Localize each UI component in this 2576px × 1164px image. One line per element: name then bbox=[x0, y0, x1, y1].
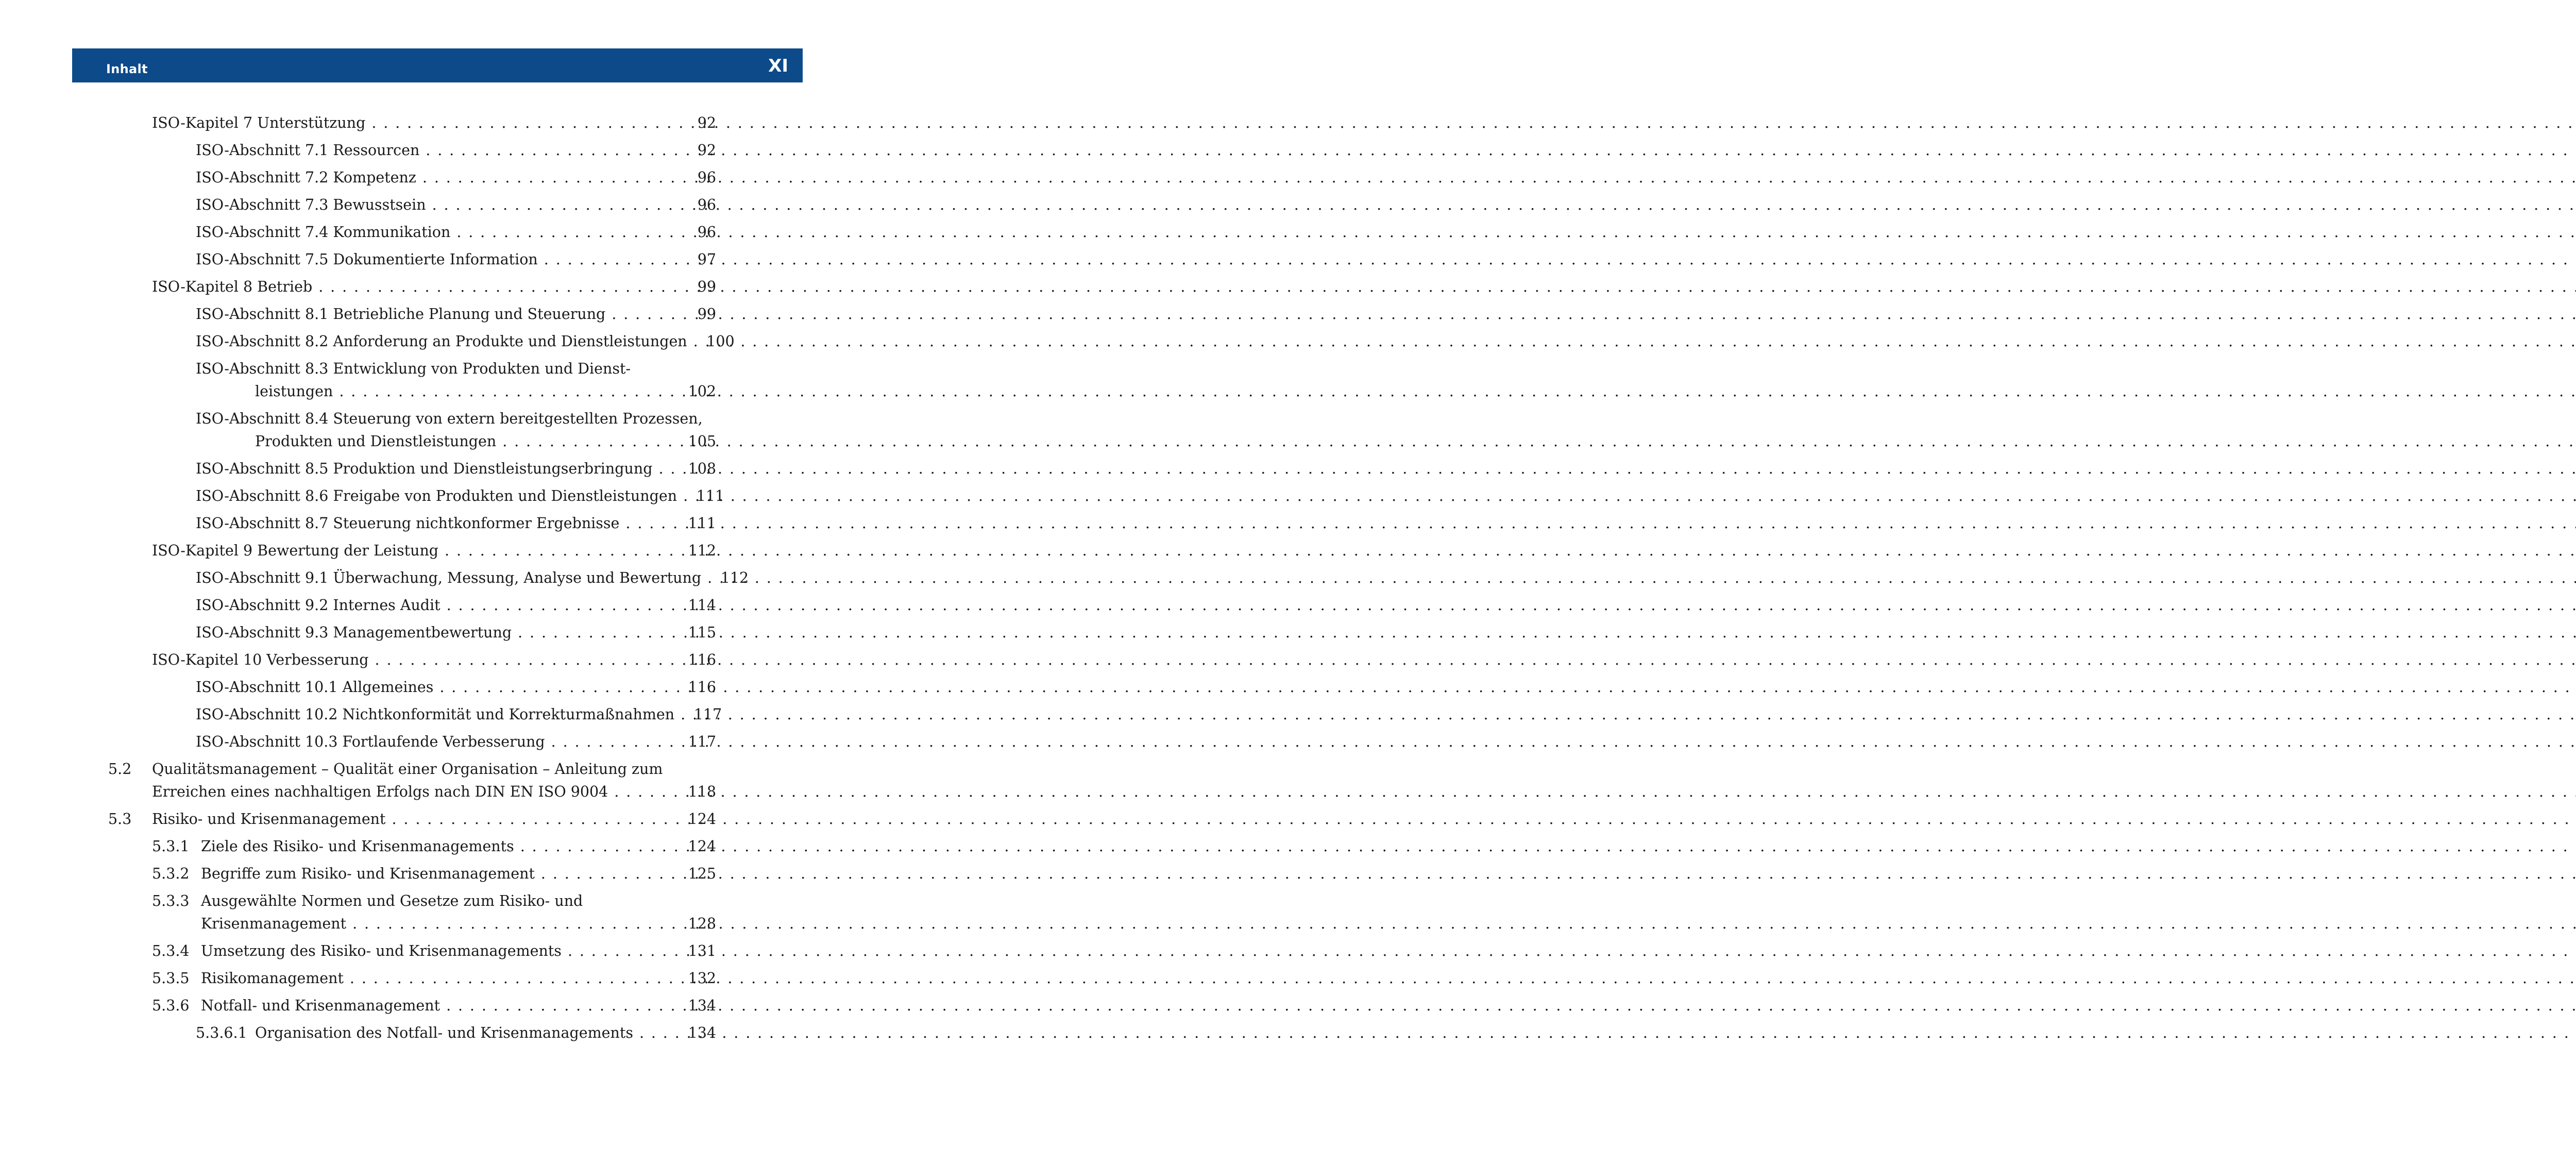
dot-leader bbox=[502, 431, 682, 452]
toc-entry[interactable] bbox=[196, 222, 716, 243]
toc-entry-page-number: 99 bbox=[697, 306, 716, 323]
toc-entry-title: ISO-Kapitel 9 Bewertung der Leistung bbox=[152, 542, 439, 559]
dot-leader bbox=[693, 331, 701, 352]
toc-entry-title: ISO-Abschnitt 10.2 Nichtkonformität und Korrekturmaßnahmen bbox=[196, 706, 675, 723]
toc-entry-title: Erreichen eines nachhaltigen Erfolgs nach DIN EN ISO 9004 bbox=[152, 783, 608, 800]
toc-entry-number: 5.3.5 bbox=[152, 970, 190, 987]
toc-entry-number: 5.3.2 bbox=[152, 865, 190, 882]
toc-entry[interactable] bbox=[196, 303, 716, 325]
toc-entry-title: ISO-Abschnitt 8.6 Freigabe von Produkten und Dienstleistungen bbox=[196, 487, 677, 504]
toc-entry-page-number: 100 bbox=[706, 333, 735, 350]
toc-entry-page-number: 128 bbox=[688, 915, 716, 932]
toc-entry[interactable] bbox=[255, 431, 716, 452]
toc-entry-title: Risiko- und Krisenmanagement bbox=[152, 811, 386, 828]
toc-entry[interactable] bbox=[196, 731, 716, 753]
toc-entry-page-number: 92 bbox=[697, 142, 716, 159]
toc-entry-title: Umsetzung des Risiko- und Krisenmanagements bbox=[201, 942, 562, 959]
toc-entry[interactable] bbox=[201, 995, 716, 1017]
dot-leader bbox=[541, 863, 682, 885]
toc-entry[interactable] bbox=[152, 112, 716, 134]
toc-entry-title: ISO-Kapitel 8 Betrieb bbox=[152, 278, 313, 295]
toc-entry-title: ISO-Abschnitt 8.2 Anforderung an Produkte und Dienstleistungen bbox=[196, 333, 687, 350]
toc-entry-page-number: 96 bbox=[697, 169, 716, 186]
toc-entry-page-number: 132 bbox=[688, 970, 716, 987]
toc-entry-page-number: 99 bbox=[697, 278, 716, 295]
toc-entry[interactable] bbox=[196, 194, 716, 216]
toc-entry[interactable] bbox=[196, 595, 716, 616]
toc-entry-page-number: 115 bbox=[688, 624, 716, 641]
toc-entry-number: 5.3.4 bbox=[152, 942, 190, 959]
dot-leader bbox=[544, 249, 682, 271]
header-page-number: XI bbox=[768, 56, 788, 76]
toc-entry-page-number: 111 bbox=[696, 487, 725, 504]
toc-entry-page-number: 114 bbox=[688, 597, 716, 614]
toc-entry-title-first-line: Ausgewählte Normen und Gesetze zum Risiko- und bbox=[201, 892, 583, 909]
toc-entry[interactable] bbox=[196, 567, 749, 589]
toc-entry-title: ISO-Abschnitt 10.1 Allgemeines bbox=[196, 679, 434, 696]
toc-entry-page-number: 117 bbox=[693, 706, 722, 723]
toc-entry-page-number: 105 bbox=[688, 433, 716, 450]
toc-entry-page-number: 112 bbox=[720, 569, 749, 586]
toc-entry[interactable] bbox=[152, 540, 716, 562]
dot-leader bbox=[375, 649, 682, 671]
toc-entry-page-number: 111 bbox=[688, 515, 716, 532]
toc-entry-page-number: 124 bbox=[688, 811, 716, 828]
toc-entry-title-first-line: ISO-Abschnitt 8.4 Steuerung von extern bereitgestellten Prozessen, bbox=[196, 410, 703, 427]
toc-entry-number: 5.3 bbox=[108, 811, 132, 828]
toc-entry-title: ISO-Abschnitt 7.1 Ressourcen bbox=[196, 142, 420, 159]
dot-leader bbox=[439, 677, 682, 698]
toc-entry[interactable] bbox=[201, 968, 716, 989]
toc-entry-title: Begriffe zum Risiko- und Krisenmanagement bbox=[201, 865, 535, 882]
toc-entry-title: ISO-Abschnitt 7.3 Bewusstsein bbox=[196, 196, 426, 213]
dot-leader bbox=[625, 513, 682, 534]
toc-entry[interactable] bbox=[152, 276, 716, 298]
dot-leader bbox=[568, 940, 682, 962]
toc-entry-title: ISO-Kapitel 7 Unterstützung bbox=[152, 114, 366, 131]
toc-entry-title: Organisation des Notfall- und Krisenmanagements bbox=[255, 1024, 633, 1041]
toc-entry-page-number: 102 bbox=[688, 383, 716, 400]
toc-entry-title: Krisenmanagement bbox=[201, 915, 347, 932]
toc-entry-page-number: 134 bbox=[688, 1024, 716, 1041]
toc-entry-number: 5.3.6.1 bbox=[196, 1024, 247, 1041]
toc-entry[interactable] bbox=[196, 513, 716, 534]
toc-entry-title: ISO-Abschnitt 9.1 Überwachung, Messung, Analyse und Bewertung bbox=[196, 569, 702, 586]
header-section-title: Inhalt bbox=[106, 62, 148, 76]
toc-entry-title: leistungen bbox=[255, 383, 333, 400]
toc-entry-number: 5.3.1 bbox=[152, 838, 190, 855]
toc-entry[interactable] bbox=[196, 249, 716, 271]
toc-entry-title: ISO-Abschnitt 9.2 Internes Audit bbox=[196, 597, 440, 614]
toc-entry-title: ISO-Abschnitt 8.1 Betriebliche Planung und Steuerung bbox=[196, 306, 606, 323]
dot-leader bbox=[518, 622, 682, 644]
toc-entry-page-number: 96 bbox=[697, 196, 716, 213]
toc-entry[interactable] bbox=[152, 808, 716, 830]
toc-entry-title: ISO-Abschnitt 7.5 Dokumentierte Information bbox=[196, 251, 538, 268]
dot-leader bbox=[551, 731, 682, 753]
toc-entry[interactable] bbox=[196, 167, 716, 189]
toc-entry[interactable] bbox=[255, 381, 716, 402]
toc-entry[interactable] bbox=[201, 836, 716, 857]
dot-leader bbox=[639, 1022, 682, 1044]
toc-entry-title: Notfall- und Krisenmanagement bbox=[201, 997, 440, 1014]
toc-entry-title-first-line: Qualitätsmanagement – Qualität einer Organisation – Anleitung zum bbox=[152, 761, 663, 778]
toc-entry-page-number: 97 bbox=[697, 251, 716, 268]
dot-leader bbox=[446, 995, 682, 1017]
toc-entry-title: Risikomanagement bbox=[201, 970, 344, 987]
dot-leader bbox=[350, 968, 682, 989]
dot-leader bbox=[432, 194, 682, 216]
dot-leader bbox=[614, 781, 682, 803]
toc-entry[interactable] bbox=[196, 458, 716, 480]
toc-entry-page-number: 96 bbox=[697, 224, 716, 241]
toc-entry[interactable] bbox=[201, 913, 716, 935]
dot-leader bbox=[658, 458, 682, 480]
toc-entry[interactable] bbox=[196, 704, 722, 726]
toc-entry-title: ISO-Abschnitt 9.3 Managementbewertung bbox=[196, 624, 512, 641]
toc-entry-page-number: 116 bbox=[688, 679, 716, 696]
toc-entry-page-number: 116 bbox=[688, 651, 716, 668]
toc-entry[interactable] bbox=[255, 1022, 716, 1044]
toc-entry-page-number: 131 bbox=[688, 942, 716, 959]
toc-entry-number: 5.3.3 bbox=[152, 892, 190, 909]
toc-entry-title: ISO-Abschnitt 7.2 Kompetenz bbox=[196, 169, 416, 186]
toc-entry-page-number: 134 bbox=[688, 997, 716, 1014]
dot-leader bbox=[520, 836, 682, 857]
toc-entry[interactable] bbox=[196, 622, 716, 644]
dot-leader bbox=[426, 140, 682, 161]
running-header bbox=[72, 48, 803, 82]
toc-entry-page-number: 112 bbox=[688, 542, 716, 559]
toc-entry-title: ISO-Abschnitt 7.4 Kommunikation bbox=[196, 224, 451, 241]
dot-leader bbox=[339, 381, 682, 402]
toc-entry-title: ISO-Abschnitt 10.3 Fortlaufende Verbesserung bbox=[196, 733, 545, 750]
dot-leader bbox=[392, 808, 683, 830]
toc-entry[interactable] bbox=[201, 863, 716, 885]
toc-entry[interactable] bbox=[152, 649, 716, 671]
toc-entry-page-number: 108 bbox=[688, 460, 716, 477]
toc-entry[interactable] bbox=[196, 485, 725, 507]
toc-entry[interactable] bbox=[152, 781, 716, 803]
dot-leader bbox=[447, 595, 682, 616]
toc-entry-number: 5.3.6 bbox=[152, 997, 190, 1014]
dot-leader bbox=[318, 276, 682, 298]
toc-entry[interactable] bbox=[196, 331, 735, 352]
toc-entry-title: ISO-Kapitel 10 Verbesserung bbox=[152, 651, 369, 668]
toc-entry-title-first-line: ISO-Abschnitt 8.3 Entwicklung von Produkten und Dienst- bbox=[196, 360, 631, 377]
dot-leader bbox=[707, 567, 715, 589]
dot-leader bbox=[422, 167, 682, 189]
toc-entry-title: ISO-Abschnitt 8.5 Produktion und Dienstleistungserbringung bbox=[196, 460, 653, 477]
dot-leader bbox=[371, 112, 682, 134]
toc-entry-number: 5.2 bbox=[108, 761, 132, 778]
dot-leader bbox=[456, 222, 682, 243]
toc-entry[interactable] bbox=[196, 677, 716, 698]
dot-leader bbox=[445, 540, 682, 562]
toc-entry-title: ISO-Abschnitt 8.7 Steuerung nichtkonformer Ergebnisse bbox=[196, 515, 620, 532]
toc-entry-title: Ziele des Risiko- und Krisenmanagements bbox=[201, 838, 514, 855]
dot-leader bbox=[352, 913, 682, 935]
toc-entry[interactable] bbox=[201, 940, 716, 962]
toc-entry-page-number: 125 bbox=[688, 865, 716, 882]
toc-entry[interactable] bbox=[196, 140, 716, 161]
toc-entry-page-number: 118 bbox=[688, 783, 716, 800]
dot-leader bbox=[681, 704, 688, 726]
toc-entry-title: Produkten und Dienstleistungen bbox=[255, 433, 497, 450]
toc-entry-page-number: 117 bbox=[688, 733, 716, 750]
toc-entry-page-number: 92 bbox=[697, 114, 716, 131]
toc-entry-page-number: 124 bbox=[688, 838, 716, 855]
dot-leader bbox=[683, 485, 690, 507]
dot-leader bbox=[612, 303, 682, 325]
